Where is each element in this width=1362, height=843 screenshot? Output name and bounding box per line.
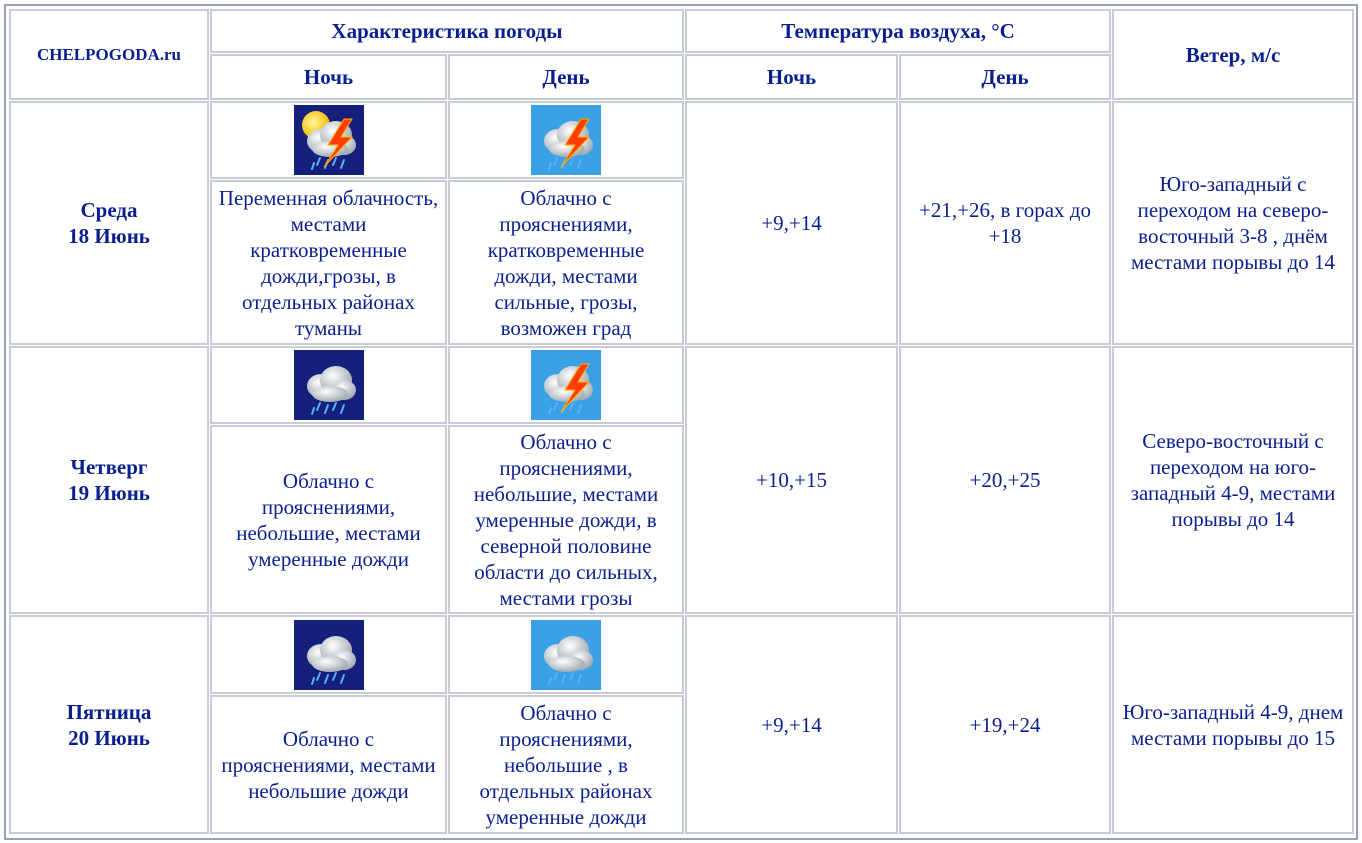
header-weather-char: Характеристика погоды	[210, 9, 684, 53]
header-day-weather: День	[448, 54, 684, 100]
cloudy-rain-day-icon	[531, 620, 601, 690]
day-icon-cell	[448, 615, 684, 694]
weekday: Пятница	[66, 699, 152, 724]
weekday: Среда	[80, 198, 138, 222]
day-description: Облачно с прояснениями, кратковременные дожди, местами сильные, грозы, возможен град	[448, 180, 684, 345]
day-icon-cell	[448, 346, 684, 424]
night-description: Переменная облачность, местами кратковременные дожди,грозы, в отдельных районах туманы	[210, 180, 447, 345]
day-temperature: +21,+26, в горах до +18	[899, 101, 1111, 345]
site-brand-text: CHELPOGODA.ru	[36, 44, 182, 64]
night-icon-cell	[210, 101, 447, 179]
day-icon-cell	[448, 101, 684, 179]
night-description: Облачно с прояснениями, местами небольшие дожди	[210, 695, 447, 834]
header-air-temp: Температура воздуха, °C	[685, 9, 1111, 53]
wind-description: Северо-восточный с переходом на юго-западный 4-9, местами порывы до 14	[1112, 346, 1354, 614]
date: 18 Июнь	[68, 224, 150, 248]
header-night-weather: Ночь	[210, 54, 447, 100]
day-label	[9, 346, 209, 614]
header-wind: Ветер, м/с	[1112, 9, 1354, 100]
header-night-temp: Ночь	[685, 54, 898, 100]
wind-description: Юго-западный 4-9, днем местами порывы до 15	[1112, 615, 1354, 834]
date: 19 Июнь	[68, 481, 150, 505]
wind-description: Юго-западный с переходом на северо-восточный 3-8 , днём местами порывы до 14	[1112, 101, 1354, 345]
night-temperature: +9,+14	[685, 101, 898, 345]
date: 20 Июнь	[68, 725, 150, 750]
day-description: Облачно с прояснениями, небольшие, местами умеренные дожди, в северной половине области до сильных, местами грозы	[448, 425, 684, 614]
cloudy-rain-night-icon	[294, 350, 364, 420]
day-label	[9, 615, 209, 834]
header-day-temp: День	[899, 54, 1111, 100]
night-icon-cell	[210, 346, 447, 424]
night-temperature: +10,+15	[685, 346, 898, 614]
day-description: Облачно с прояснениями, небольшие , в отдельных районах умеренные дожди	[448, 695, 684, 834]
site-brand	[9, 9, 209, 100]
weekday: Четверг	[70, 455, 148, 479]
night-description: Облачно с прояснениями, небольшие, местами умеренные дожди	[210, 425, 447, 614]
day-label	[9, 101, 209, 345]
night-icon-cell	[210, 615, 447, 694]
day-temperature: +19,+24	[899, 615, 1111, 834]
cloudy-thunderstorm-day-icon	[531, 105, 601, 175]
partly-cloudy-thunderstorm-night-icon	[294, 105, 364, 175]
night-temperature: +9,+14	[685, 615, 898, 834]
cloudy-rain-night-icon	[294, 620, 364, 690]
day-temperature: +20,+25	[899, 346, 1111, 614]
cloudy-thunderstorm-day-icon	[531, 350, 601, 420]
